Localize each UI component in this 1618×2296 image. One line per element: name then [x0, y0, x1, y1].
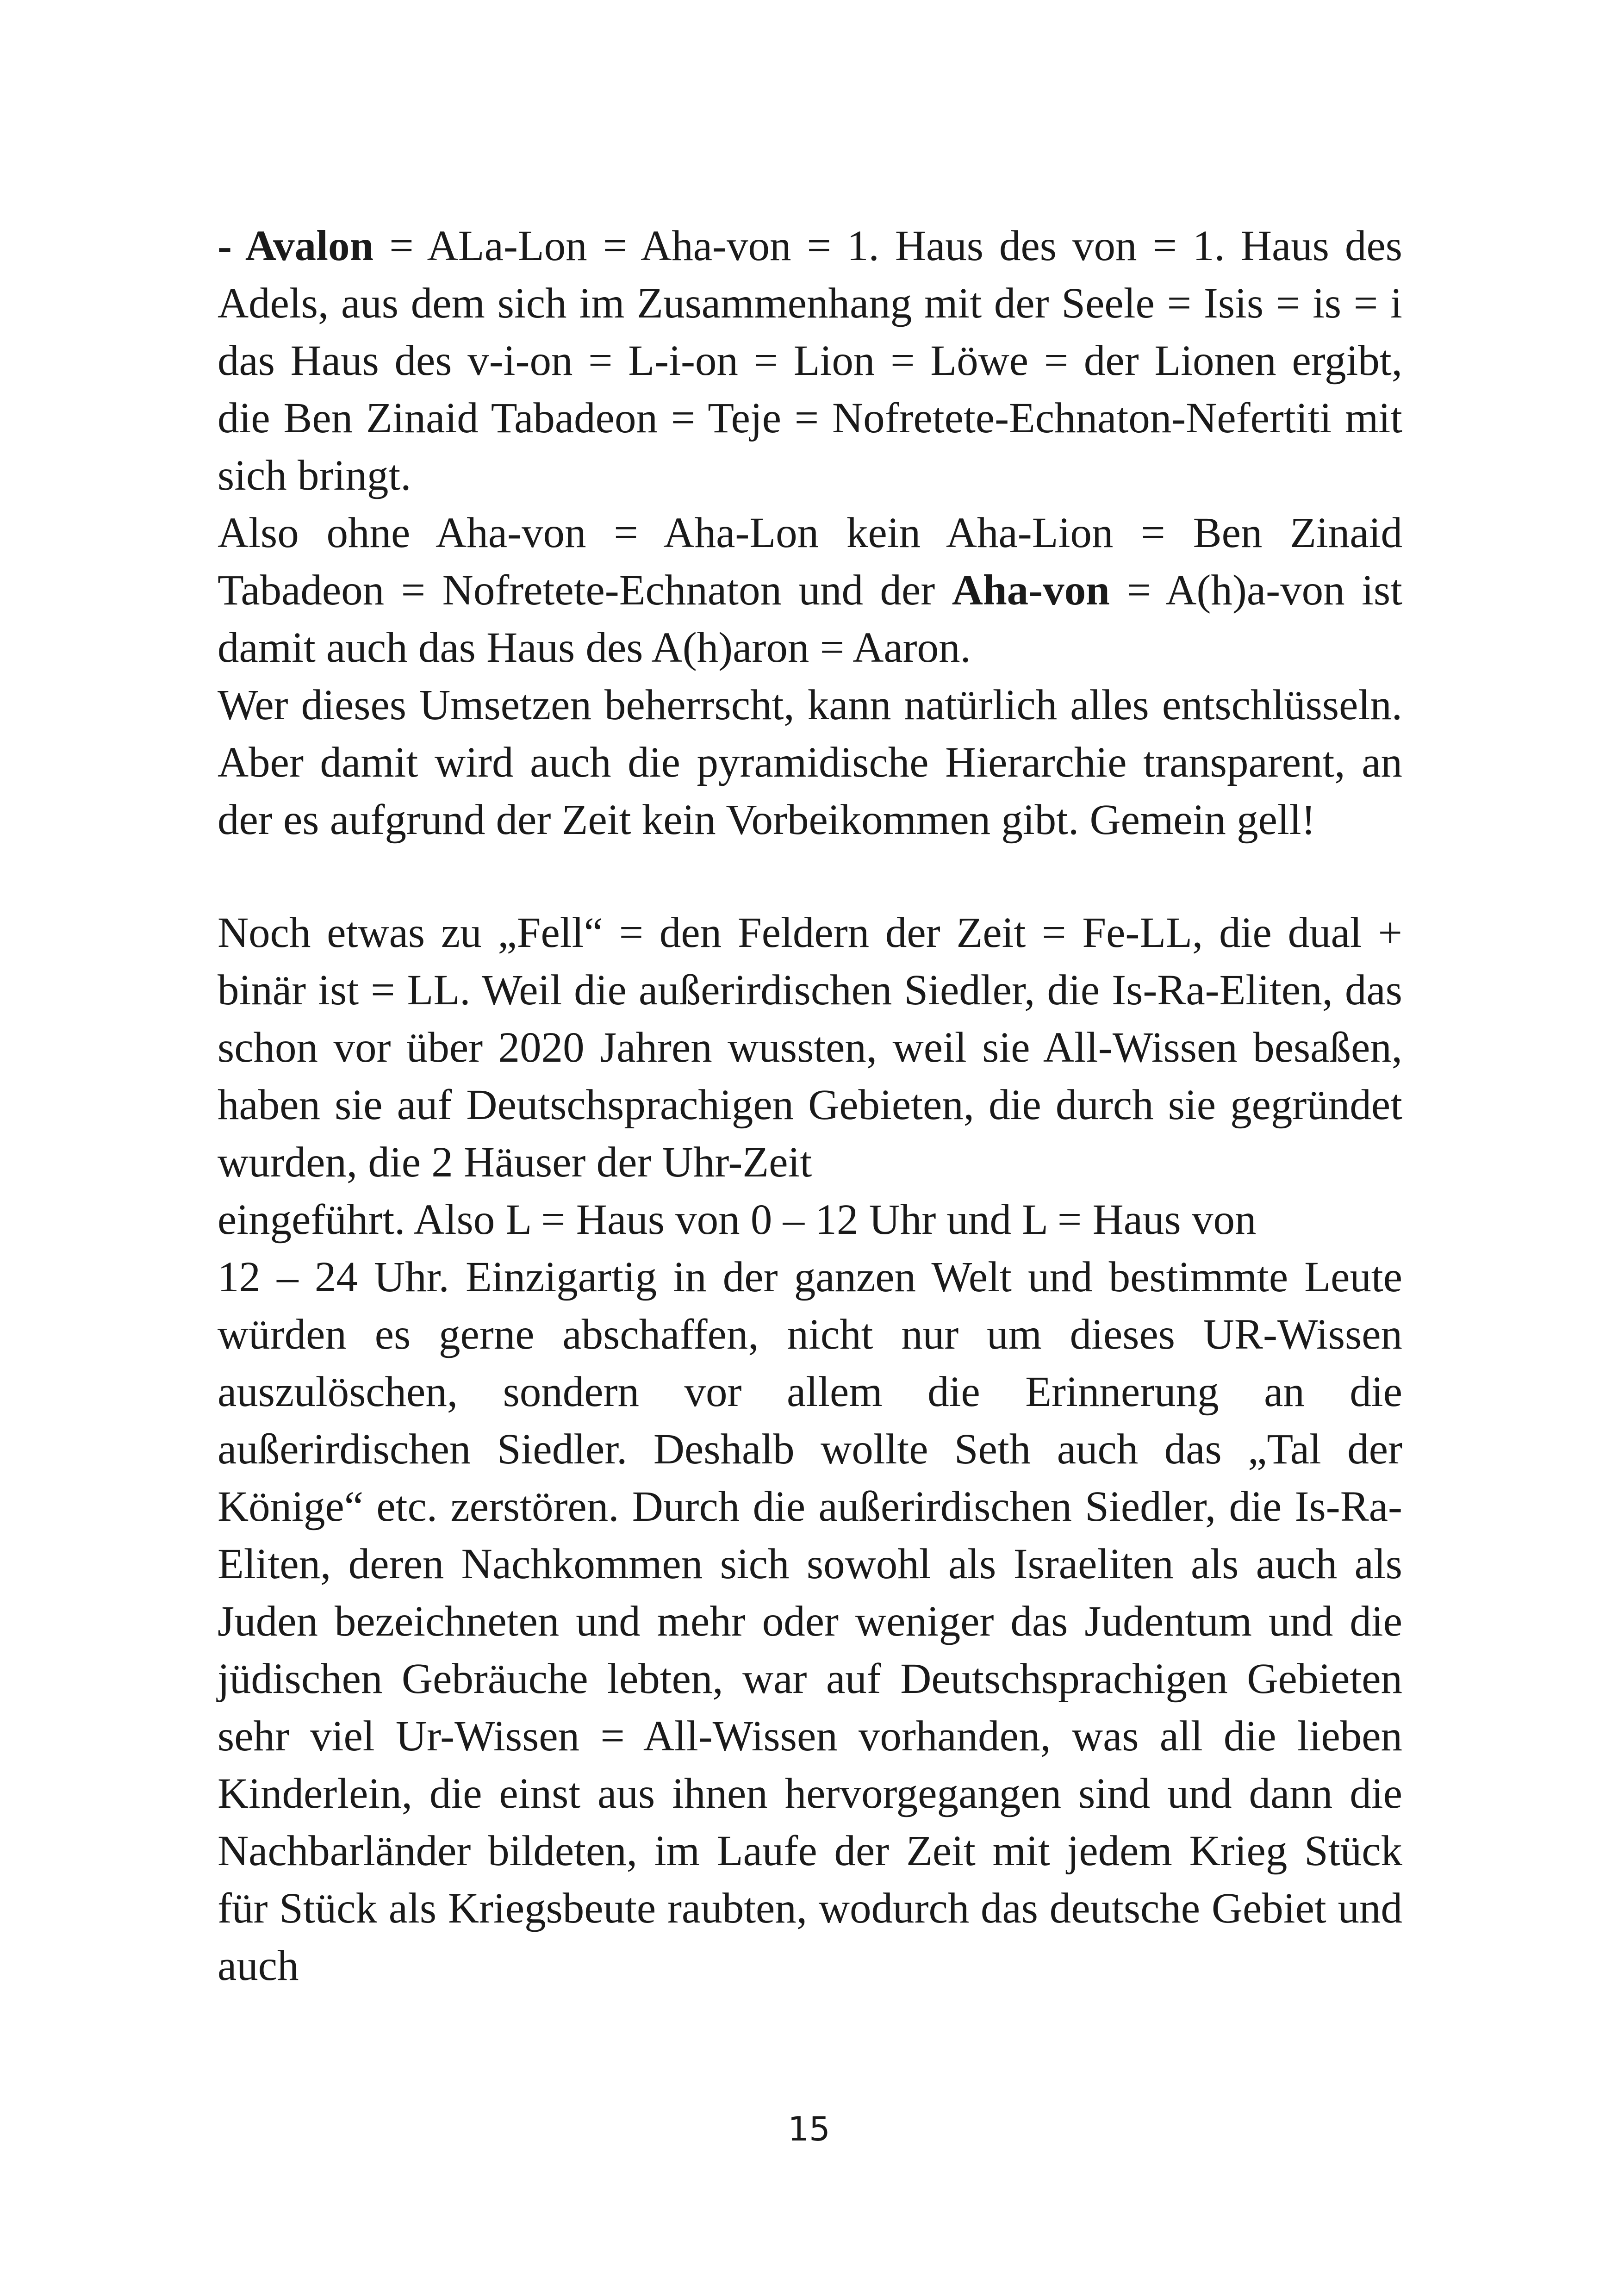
paragraph-avalon-text: = ALa-Lon = Aha-von = 1. Haus des von = 1. Haus des Adels, aus dem sich im Zusammenhang mit der Seele = Isis = is = i das Haus des v-i-on = L-i-on = Lion = Löwe = der Lionen ergibt, die Ben Zinaid Tabadeon = Teje = Nofretete-Echnaton-Nefertiti mit sich bringt. [218, 222, 1402, 499]
paragraph-fell-line: eingeführt. Also L = Haus von 0 – 12 Uhr und L = Haus von [218, 1196, 1257, 1244]
paragraph-aha-von-text-2: = A(h)a-von ist damit auch das Haus des A(h)aron = Aaron. [218, 566, 1402, 672]
paragraph-fell-text-1: Noch etwas zu „Fell“ = den Feldern der Zeit = Fe-LL, die dual + binär ist = LL. Weil die außerirdischen Siedler, die Is-Ra-Eliten, das schon vor über 2020 Jahren wussten, weil sie All-Wissen besaßen, haben sie auf Deutschsprachigen Gebieten, die durch sie gegründet wurden, die 2 Häuser der Uhr-Zeit [218, 909, 1402, 1186]
paragraph-avalon [218, 218, 1402, 504]
term-avalon: - Avalon [218, 222, 374, 270]
paragraph-fell [218, 904, 1402, 1995]
paragraph-aha-von-text-1: Also ohne Aha-von = Aha-Lon kein Aha-Lion = Ben Zinaid Tabadeon = Nofretete-Echnaton und der [218, 509, 1402, 614]
paragraph-gap [218, 849, 1402, 904]
paragraph-umsetzen: Wer dieses Umsetzen beherrscht, kann natürlich alles entschlüsseln. Aber damit wird auch die pyramidische Hierarchie transparent, an der es aufgrund der Zeit kein Vorbeikommen gibt. Gemein gell! [218, 681, 1402, 844]
page-body [218, 218, 1402, 1995]
page-number: 15 [788, 2109, 830, 2148]
term-aha-von: Aha-von [952, 566, 1110, 614]
paragraph-fell-text-2: 12 – 24 Uhr. Einzigartig in der ganzen Welt und bestimmte Leute würden es gerne abschaffen, nicht nur um dieses UR-Wissen auszulöschen, sondern vor allem die Erinnerung an die außerirdischen Siedler. Deshalb wollte Seth auch das „Tal der Könige“ etc. zerstören. Durch die außerirdischen Siedler, die Is-Ra-Eliten, deren Nachkommen sich sowohl als Israeliten als auch als Juden bezeichneten und mehr oder weniger das Judentum und die jüdischen Gebräuche lebten, war auf Deutschsprachigen Gebieten sehr viel Ur-Wissen = All-Wissen vorhanden, was all die lieben Kinderlein, die einst aus ihnen hervorgegangen sind und dann die Nachbarländer bildeten, im Laufe der Zeit mit jedem Krieg Stück für Stück als Kriegsbeute raubten, wodurch das deutsche Gebiet und auch [218, 1253, 1402, 1990]
paragraph-aha-von [218, 504, 1402, 677]
